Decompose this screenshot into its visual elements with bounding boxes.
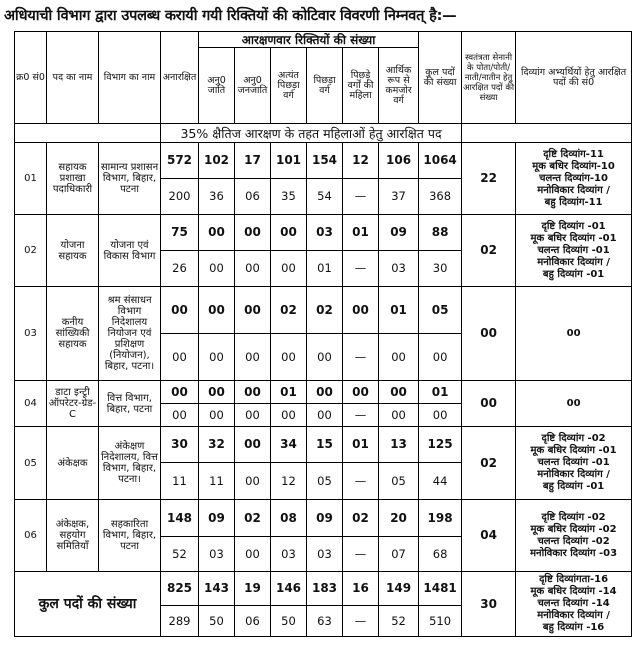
total-women-cell: 63 (307, 606, 343, 637)
count-cell: 125 (419, 427, 462, 463)
total-women-cell: 50 (271, 606, 307, 637)
women-count-cell: 00 (419, 404, 462, 427)
header-reserved-group: आरक्षणवार रिक्तियों की संख्या (199, 32, 419, 48)
row-sno: 04 (15, 381, 47, 427)
total-cell: 146 (271, 572, 307, 606)
count-cell: 01 (271, 381, 307, 404)
count-cell: 02 (235, 500, 271, 537)
table-row (15, 143, 632, 179)
disabled-line: बहु दिव्यांग -01 (542, 481, 605, 492)
total-women-cell: 06 (235, 606, 271, 637)
row-dept-name: योजना एवं विकास विभाग (99, 215, 161, 287)
note-spacer (462, 124, 632, 143)
row-post-name: सहायक प्रशाखा पदाधिकारी (47, 143, 99, 215)
header-freedom-fighter: स्वतंत्रता सेनानी के पोता/पोती/नाती/नातीन हेतु आरक्षित पदों की संख्या (462, 32, 516, 124)
disabled-line: चलन्त दिव्यांग-10 (539, 172, 608, 184)
women-count-cell: 52 (161, 537, 199, 572)
count-cell: 00 (307, 381, 343, 404)
row-post-name: योजना सहायक (47, 215, 99, 287)
count-cell: 00 (235, 381, 271, 404)
count-cell: 148 (161, 500, 199, 537)
women-count-cell: 01 (307, 251, 343, 287)
disabled-line: चलन्त दिव्यांग -02 (537, 535, 610, 547)
header-bc-women: पिछड़े वर्गों की महिला (343, 48, 379, 124)
disabled-line: मूक बधिर दिव्यांग-10 (532, 160, 615, 172)
count-cell: 00 (199, 381, 235, 404)
disabled-line: 00 (566, 327, 581, 339)
count-cell: 34 (271, 427, 307, 463)
total-cell: 16 (343, 572, 379, 606)
vacancy-table (14, 31, 632, 637)
count-cell: 17 (235, 143, 271, 179)
freedom-fighter-count: 02 (462, 215, 516, 287)
women-count-cell: 00 (379, 334, 419, 381)
count-cell: 1064 (419, 143, 462, 179)
count-cell: 15 (307, 427, 343, 463)
count-cell: 00 (161, 287, 199, 334)
total-women-cell: 289 (161, 606, 199, 637)
total-freedom-fighter: 30 (462, 572, 516, 637)
women-count-cell: 00 (235, 334, 271, 381)
count-cell: 01 (343, 215, 379, 251)
women-count-cell: 12 (271, 463, 307, 500)
disabled-line: मूक बधिर दिव्यांग -14 (530, 586, 617, 597)
women-count-cell: 00 (161, 404, 199, 427)
count-cell: 30 (161, 427, 199, 463)
women-count-cell: 03 (199, 537, 235, 572)
count-cell: 00 (235, 287, 271, 334)
table-row (15, 500, 632, 537)
count-cell: 02 (271, 287, 307, 334)
women-count-cell: 05 (307, 463, 343, 500)
women-count-cell: — (343, 537, 379, 572)
count-cell: 32 (199, 427, 235, 463)
count-cell: 00 (235, 215, 271, 251)
women-count-cell: 07 (379, 537, 419, 572)
header-ebc: अत्यंत पिछड़ा वर्ग (271, 48, 307, 124)
count-cell: 03 (307, 215, 343, 251)
women-count-cell: 11 (199, 463, 235, 500)
women-count-cell: — (343, 334, 379, 381)
disabled-line: दृष्टि दिव्यांग -01 (541, 220, 606, 232)
row-dept-name: सामान्य प्रशासन विभाग, बिहार, पटना (99, 143, 161, 215)
freedom-fighter-count: 04 (462, 500, 516, 572)
women-count-cell: 06 (235, 179, 271, 215)
count-cell: 00 (199, 287, 235, 334)
disabled-line: मूक बधिर दिव्यांग -01 (530, 232, 617, 244)
row-dept-name: वित्त विभाग, बिहार, पटना (99, 381, 161, 427)
totals-row (15, 572, 632, 606)
header-dept: विभाग का नाम (99, 32, 161, 124)
women-count-cell: 00 (199, 251, 235, 287)
disabled-reservation (516, 287, 632, 381)
count-cell: 102 (199, 143, 235, 179)
disabled-reservation (516, 381, 632, 427)
header-unreserved: अनारक्षित (161, 32, 199, 124)
women-count-cell: 36 (199, 179, 235, 215)
count-cell: 12 (343, 143, 379, 179)
disabled-line: मूक बधिर दिव्यांग -02 (530, 523, 617, 535)
women-count-cell: — (343, 404, 379, 427)
count-cell: 00 (199, 215, 235, 251)
women-count-cell: 368 (419, 179, 462, 215)
women-count-cell: 00 (271, 251, 307, 287)
count-cell: 13 (379, 427, 419, 463)
count-cell: 01 (419, 381, 462, 404)
disabled-line: बहु दिव्यांग-11 (544, 196, 603, 208)
disabled-line: चलन्त दिव्यांग -01 (537, 457, 610, 468)
count-cell: 00 (161, 381, 199, 404)
row-dept-name: सहकारिता विभाग, बिहार, पटना (99, 500, 161, 572)
row-post-name: कनीय सांख्यिकी सहायक (47, 287, 99, 381)
count-cell: 00 (379, 381, 419, 404)
women-count-cell: 00 (199, 334, 235, 381)
disabled-line: मनोविकार दिव्यांग / (537, 610, 610, 621)
row-sno: 03 (15, 287, 47, 381)
disabled-line: दृष्टि दिव्यांग-11 (543, 148, 604, 160)
header-ews: आर्थिक रूप से कमजोर वर्ग (379, 48, 419, 124)
count-cell: 02 (307, 287, 343, 334)
table-row (15, 215, 632, 251)
women-count-cell: 05 (379, 463, 419, 500)
women-count-cell: 00 (271, 404, 307, 427)
count-cell: 106 (379, 143, 419, 179)
row-sno: 05 (15, 427, 47, 500)
total-women-cell: 50 (199, 606, 235, 637)
count-cell: 198 (419, 500, 462, 537)
row-post-name: अंकेक्षक (47, 427, 99, 500)
count-cell: 01 (343, 427, 379, 463)
total-cell: 1481 (419, 572, 462, 606)
women-count-cell: 26 (161, 251, 199, 287)
disabled-reservation (516, 143, 632, 215)
total-cell: 143 (199, 572, 235, 606)
women-count-cell: 00 (307, 404, 343, 427)
total-cell: 825 (161, 572, 199, 606)
header-sc: अनु0 जाति (199, 48, 235, 124)
count-cell: 08 (271, 500, 307, 537)
total-cell: 19 (235, 572, 271, 606)
count-cell: 00 (343, 381, 379, 404)
header-bc: पिछड़ा वर्ग (307, 48, 343, 124)
count-cell: 154 (307, 143, 343, 179)
total-cell: 183 (307, 572, 343, 606)
total-disabled-reservation (516, 572, 632, 637)
row-sno: 02 (15, 215, 47, 287)
total-women-cell: 510 (419, 606, 462, 637)
header-disabled: दिव्यांग अभ्यर्थियों हेतु आरक्षित पदों की सं0 (516, 32, 632, 124)
count-cell: 00 (343, 287, 379, 334)
row-dept-name: अंकेक्षण निदेशालय, वित्त विभाग, बिहार, पटना। (99, 427, 161, 500)
count-cell: 01 (379, 287, 419, 334)
disabled-line: मनोविकार दिव्यांग / (537, 256, 610, 268)
women-count-cell: 35 (271, 179, 307, 215)
count-cell: 20 (379, 500, 419, 537)
header-total: कुल पदों की संख्या (419, 32, 462, 124)
women-count-cell: 37 (379, 179, 419, 215)
table-row (15, 381, 632, 404)
row-sno: 01 (15, 143, 47, 215)
table-row (15, 427, 632, 463)
disabled-reservation (516, 427, 632, 500)
women-count-cell: 00 (379, 404, 419, 427)
count-cell: 00 (271, 215, 307, 251)
women-reservation-note: 35% क्षैतिज आरक्षण के तहत महिलाओं हेतु आरक्षित पद (161, 124, 462, 143)
women-count-cell: 03 (271, 537, 307, 572)
women-count-cell: 00 (307, 334, 343, 381)
document-heading: अधियाची विभाग द्वारा उपलब्ध करायी गयी रिक्तियों की कोटिवार विवरणी निम्नवत् है:— (4, 8, 457, 24)
freedom-fighter-count: 02 (462, 427, 516, 500)
count-cell: 572 (161, 143, 199, 179)
women-count-cell: 03 (379, 251, 419, 287)
header-st: अनु0 जनजाति (235, 48, 271, 124)
note-spacer (15, 124, 161, 143)
totals-label: कुल पदों की संख्या (15, 572, 161, 637)
total-cell: 149 (379, 572, 419, 606)
count-cell: 09 (379, 215, 419, 251)
disabled-reservation (516, 500, 632, 572)
women-count-cell: 30 (419, 251, 462, 287)
disabled-reservation (516, 215, 632, 287)
disabled-line: मनोविकार दिव्यांग / (537, 469, 610, 480)
row-sno: 06 (15, 500, 47, 572)
women-count-cell: 00 (199, 404, 235, 427)
women-count-cell: 00 (235, 537, 271, 572)
disabled-line: चलन्त दिव्यांग -01 (537, 244, 610, 256)
count-cell: 00 (235, 427, 271, 463)
disabled-line: चलन्त दिव्यांग -14 (537, 598, 610, 609)
freedom-fighter-count: 22 (462, 143, 516, 215)
women-count-cell: 54 (307, 179, 343, 215)
disabled-line: बहु दिव्यांग -16 (542, 622, 605, 633)
disabled-line: दृष्टि दिव्यांग -02 (541, 433, 606, 444)
count-cell: 02 (343, 500, 379, 537)
disabled-line: 00 (566, 397, 581, 409)
disabled-line: मनोविकार दिव्यांग / (537, 184, 610, 196)
total-women-cell: — (343, 606, 379, 637)
women-count-cell: 00 (235, 463, 271, 500)
count-cell: 09 (307, 500, 343, 537)
women-count-cell: 00 (419, 334, 462, 381)
women-count-cell: 11 (161, 463, 199, 500)
women-count-cell: — (343, 179, 379, 215)
women-count-cell: 00 (235, 404, 271, 427)
total-women-cell: 52 (379, 606, 419, 637)
freedom-fighter-count: 00 (462, 287, 516, 381)
table-row (15, 287, 632, 334)
women-count-cell: 00 (161, 334, 199, 381)
count-cell: 09 (199, 500, 235, 537)
header-post: पद का नाम (47, 32, 99, 124)
count-cell: 88 (419, 215, 462, 251)
women-count-cell: — (343, 463, 379, 500)
count-cell: 101 (271, 143, 307, 179)
women-count-cell: 44 (419, 463, 462, 500)
row-post-name: डाटा इन्ट्री ऑपरेटर-ग्रेड-C (47, 381, 99, 427)
disabled-line: मनोविकार दिव्यांग -03 (530, 547, 618, 559)
count-cell: 75 (161, 215, 199, 251)
count-cell: 05 (419, 287, 462, 334)
row-dept-name: श्रम संसाधन विभाग निदेशालय नियोजन एवं प्रशिक्षण (नियोजन), बिहार, पटना। (99, 287, 161, 381)
women-count-cell: 00 (271, 334, 307, 381)
disabled-line: दृष्टि दिव्यांगता-16 (539, 574, 609, 585)
disabled-line: दृष्टि दिव्यांग -02 (541, 511, 606, 523)
disabled-line: बहु दिव्यांग -01 (542, 268, 605, 280)
freedom-fighter-count: 00 (462, 381, 516, 427)
women-count-cell: 03 (307, 537, 343, 572)
header-sno: क्र0 सं0 (15, 32, 47, 124)
women-count-cell: 00 (235, 251, 271, 287)
disabled-line: मूक बधिर दिव्यांग -01 (530, 445, 617, 456)
women-count-cell: — (343, 251, 379, 287)
women-count-cell: 68 (419, 537, 462, 572)
women-count-cell: 200 (161, 179, 199, 215)
row-post-name: अंकेक्षक, सहयोग समितियाँ (47, 500, 99, 572)
